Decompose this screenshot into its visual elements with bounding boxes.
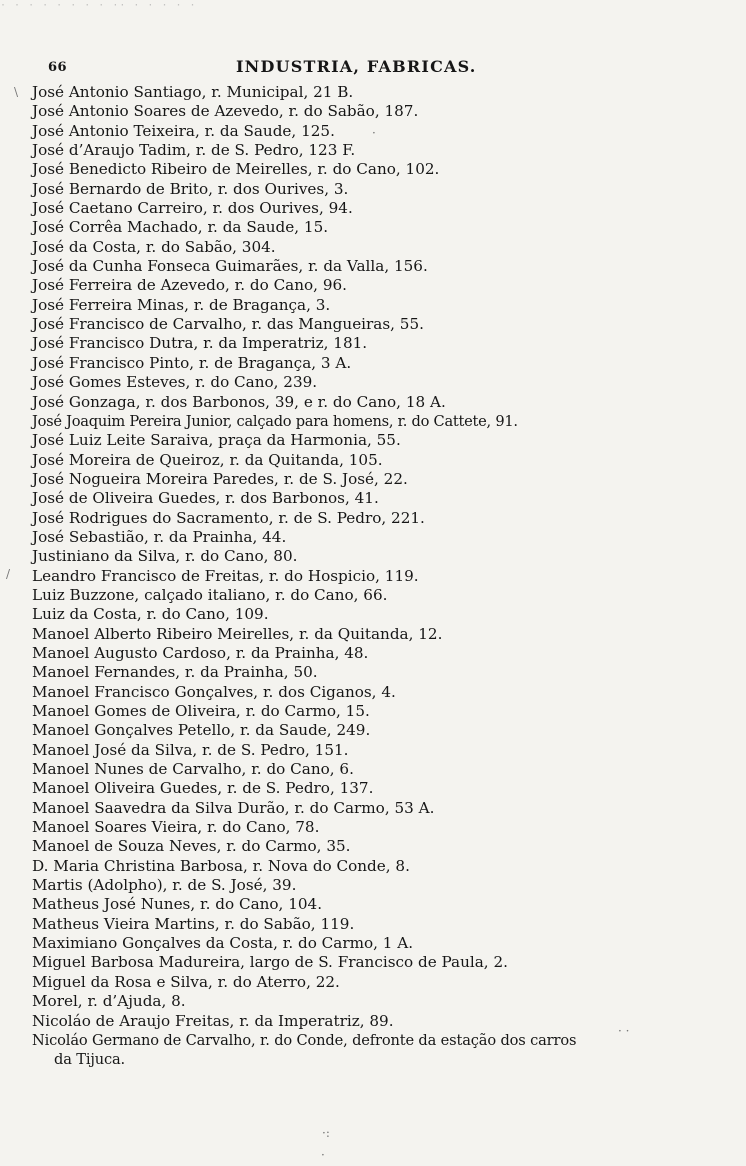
- directory-entry: Manoel Oliveira Guedes, r. de S. Pedro, 137.: [32, 779, 374, 798]
- directory-entry: Manoel Soares Vieira, r. do Cano, 78.: [32, 818, 320, 837]
- page-header: [48, 55, 568, 83]
- directory-entry: José Antonio Teixeira, r. da Saude, 125.: [32, 121, 335, 140]
- directory-entry: Nicoláo de Araujo Freitas, r. da Imperatriz, 89.: [32, 1011, 394, 1030]
- directory-entry: Manoel de Souza Neves, r. do Carmo, 35.: [32, 837, 351, 856]
- directory-entry: José Nogueira Moreira Paredes, r. de S. José, 22.: [32, 469, 408, 488]
- directory-entry-list: [32, 83, 722, 1070]
- directory-entry: Miguel Barbosa Madureira, largo de S. Francisco de Paula, 2.: [32, 953, 508, 972]
- scan-speck-mark-right: · ·: [618, 1024, 630, 1038]
- directory-entry: José de Oliveira Guedes, r. dos Barbonos, 41.: [32, 489, 379, 508]
- scan-speck-mark-bottom-lower: ·: [321, 1148, 325, 1162]
- directory-entry: Luiz Buzzone, calçado italiano, r. do Cano, 66.: [32, 585, 388, 604]
- directory-entry: Leandro Francisco de Freitas, r. do Hospicio, 119.: [32, 566, 419, 585]
- directory-entry-first-line: Nicoláo Germano de Carvalho, r. do Conde, defronte da estação dos carros: [32, 1031, 577, 1049]
- directory-entry: Maximiano Gonçalves da Costa, r. do Carmo, 1 A.: [32, 934, 414, 953]
- directory-entry: Manoel Fernandes, r. da Prainha, 50.: [32, 663, 318, 682]
- directory-entry: Justiniano da Silva, r. do Cano, 80.: [32, 547, 298, 566]
- directory-entry: José Ferreira Minas, r. de Bragança, 3.: [32, 295, 331, 314]
- directory-entry: Matheus Vieira Martins, r. do Sabão, 119.: [32, 914, 355, 933]
- directory-entry: José Bernardo de Brito, r. dos Ourives, 3.: [32, 179, 349, 198]
- directory-entry: José da Cunha Fonseca Guimarães, r. da Valla, 156.: [32, 257, 428, 276]
- directory-entry: José Francisco Dutra, r. da Imperatriz, 181.: [32, 334, 368, 353]
- directory-entry-multiline: [32, 1031, 732, 1070]
- directory-entry: José Gonzaga, r. dos Barbonos, 39, e r. do Cano, 18 A.: [32, 392, 446, 411]
- scan-speck-mark: ·: [372, 126, 376, 140]
- directory-entry: José da Costa, r. do Sabão, 304.: [32, 237, 276, 256]
- directory-entry: José Antonio Soares de Azevedo, r. do Sabão, 187.: [32, 102, 419, 121]
- directory-entry: Manoel Gonçalves Petello, r. da Saude, 249.: [32, 721, 371, 740]
- directory-entry-continuation-line: da Tijuca.: [54, 1051, 126, 1069]
- directory-entry: José Benedicto Ribeiro de Meirelles, r. do Cano, 102.: [32, 160, 440, 179]
- directory-entry: José d’Araujo Tadim, r. de S. Pedro, 123 F.: [32, 141, 356, 160]
- directory-entry: Manoel José da Silva, r. de S. Pedro, 151.: [32, 740, 349, 759]
- margin-mark-left-middle: /: [6, 567, 11, 581]
- directory-entry: José Ferreira de Azevedo, r. do Cano, 96.: [32, 276, 347, 295]
- running-head: INDUSTRIA, FABRICAS.: [236, 57, 477, 76]
- directory-entry: Matheus José Nunes, r. do Cano, 104.: [32, 895, 323, 914]
- scan-speck-mark-bottom: ·:: [322, 1126, 330, 1140]
- directory-entry: Miguel da Rosa e Silva, r. do Aterro, 22.: [32, 972, 340, 991]
- directory-entry: José Joaquim Pereira Junior, calçado para homens, r. do Cattete, 91.: [32, 412, 518, 430]
- directory-entry: José Gomes Esteves, r. do Cano, 239.: [32, 373, 318, 392]
- directory-entry: D. Maria Christina Barbosa, r. Nova do Conde, 8.: [32, 856, 410, 875]
- directory-entry: Manoel Saavedra da Silva Durão, r. do Carmo, 53 A.: [32, 798, 435, 817]
- directory-entry: José Caetano Carreiro, r. dos Ourives, 94.: [32, 199, 353, 218]
- directory-entry: José Francisco Pinto, r. de Bragança, 3 A.: [32, 353, 352, 372]
- directory-entry: José Sebastião, r. da Prainha, 44.: [32, 527, 287, 546]
- top-edge-scan-noise: · · · · · · · · ·· · · · · ·: [0, 0, 197, 11]
- directory-entry: Manoel Gomes de Oliveira, r. do Carmo, 15.: [32, 702, 370, 720]
- directory-entry: Martis (Adolpho), r. de S. José, 39.: [32, 876, 297, 895]
- directory-entry: Luiz da Costa, r. do Cano, 109.: [32, 605, 269, 624]
- directory-entry: José Moreira de Queiroz, r. da Quitanda, 105.: [32, 450, 383, 469]
- directory-entry: José Luiz Leite Saraiva, praça da Harmonia, 55.: [32, 431, 401, 450]
- directory-entry: José Francisco de Carvalho, r. das Mangueiras, 55.: [32, 315, 424, 334]
- directory-entry: José Corrêa Machado, r. da Saude, 15.: [32, 218, 329, 237]
- directory-entry: Morel, r. d’Ajuda, 8.: [32, 992, 186, 1011]
- directory-entry: Manoel Augusto Cardoso, r. da Prainha, 48.: [32, 643, 369, 662]
- margin-mark-left-top: \: [14, 85, 19, 99]
- page-number: 66: [48, 60, 68, 75]
- directory-entry: Manoel Francisco Gonçalves, r. dos Ciganos, 4.: [32, 682, 396, 701]
- directory-entry: Manoel Nunes de Carvalho, r. do Cano, 6.: [32, 760, 354, 779]
- directory-entry: Manoel Alberto Ribeiro Meirelles, r. da Quitanda, 12.: [32, 624, 443, 643]
- directory-entry: José Antonio Santiago, r. Municipal, 21 B.: [32, 83, 354, 101]
- directory-entry: José Rodrigues do Sacramento, r. de S. Pedro, 221.: [32, 508, 425, 527]
